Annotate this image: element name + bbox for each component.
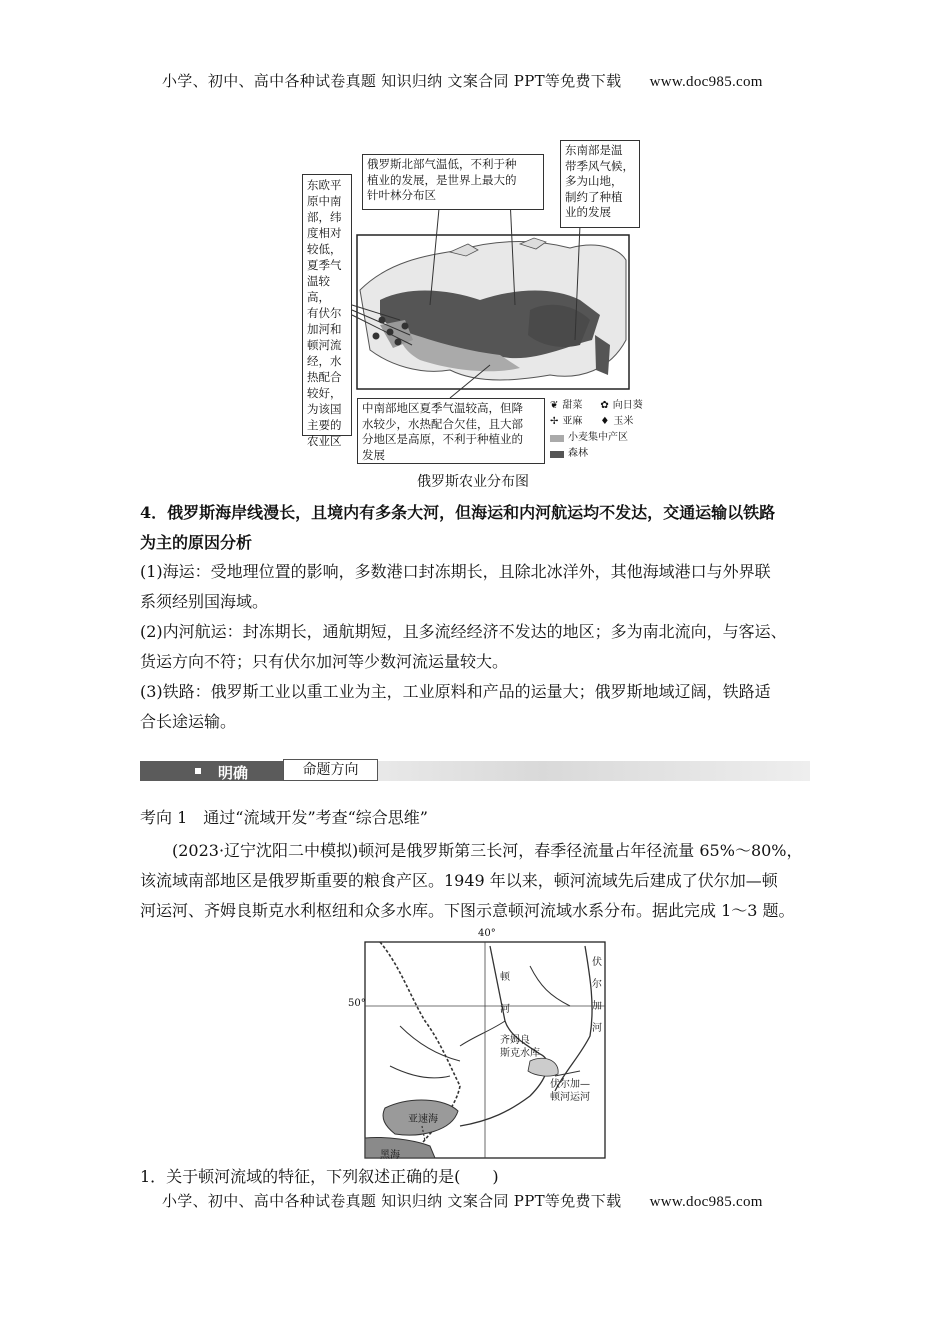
longitude-label: 40° (478, 928, 496, 939)
corn-icon: ♦ (600, 416, 610, 427)
callout-west-line: 温较高， (307, 274, 330, 304)
reservoir-label-line: 斯克水库 (500, 1048, 540, 1059)
intro-line: (2023·辽宁沈阳二中模拟)顿河是俄罗斯第三长河，春季径流量占年径流量 65%～80%， (172, 841, 803, 860)
section4-title-line: 为主的原因分析 (140, 533, 253, 552)
legend-flax: 亚麻 (562, 416, 583, 427)
footer-text: 小学、初中、高中各种试卷真题 知识归纳 文案合同 PPT等免费下载 (162, 1192, 622, 1210)
kaoxiang-title: 考向 1 通过“流域开发”考查“综合思维” (140, 808, 428, 827)
forest-swatch (550, 451, 564, 458)
section-banner (140, 758, 810, 784)
callout-west-line: 热配合 (307, 370, 342, 384)
callout-west-line: 加河和 (307, 322, 342, 336)
banner-dark-text: 明确 (218, 764, 249, 782)
section4-line: (1)海运：受地理位置的影响，多数港口封冻期长，且除北冰洋外，其他海域港口与外界联 (140, 562, 771, 581)
callout-southeast-line: 制约了种植 (565, 189, 623, 204)
square-bullet-icon (195, 768, 201, 774)
callout-west-line: 度相对 (307, 226, 342, 240)
section4-line: (3)铁路：俄罗斯工业以重工业为主，工业原料和产品的运量大；俄罗斯地域辽阔，铁路适 (140, 682, 771, 701)
callout-west-line: 较低， (307, 242, 342, 256)
volga-label-char: 河 (592, 1023, 602, 1034)
callout-west-line: 东欧平 (307, 178, 342, 192)
callout-south-line: 分地区是高原，不利于种植业的 (362, 432, 523, 446)
azov-sea-label: 亚速海 (408, 1114, 438, 1125)
canal-label (550, 1078, 590, 1104)
banner-box-label: 命题方向 (283, 759, 378, 781)
callout-southeast-line: 多为山地， (565, 174, 623, 188)
callout-west-line: 农业区 (307, 434, 342, 448)
volga-label-char: 尔 (592, 979, 602, 990)
canal-label-line: 伏尔加— (550, 1079, 590, 1090)
legend-sunflower: 向日葵 (612, 400, 643, 411)
legend-corn: 玉米 (613, 416, 634, 427)
banner-dark-label (140, 761, 283, 781)
question-1: 1．关于顿河流域的特征，下列叙述正确的是( ) (140, 1167, 499, 1186)
callout-southeast-line: 东南部是温 (565, 143, 623, 157)
callout-south-line: 水较少，水热配合欠佳，且大部 (362, 416, 523, 431)
footer-url: www.doc985.com (649, 1194, 763, 1210)
callout-north-line: 植业的发展，是世界上最大的 (367, 172, 517, 187)
callout-west-line: 较好， (307, 386, 342, 400)
map-legend (550, 398, 660, 462)
page-header (162, 70, 763, 91)
sunflower-icon: ✿ (600, 400, 609, 411)
don-label-char: 河 (500, 1004, 510, 1015)
callout-west-line: 顿河流 (307, 338, 342, 352)
callout-west-line: 有伏尔 (307, 306, 342, 320)
callout-south-line: 中南部地区夏季气温较高，但降 (362, 401, 523, 415)
legend-row (550, 414, 660, 430)
callout-north-line: 俄罗斯北部气温低，不利于种 (367, 157, 517, 171)
callout-south-line: 发展 (362, 447, 385, 462)
don-basin-figure (340, 926, 610, 1162)
page-footer (162, 1190, 763, 1211)
callout-west-line: 经，水 (307, 354, 342, 368)
section4-title (140, 498, 775, 558)
intro-line: 该流域南部地区是俄罗斯重要的粮食产区。1949 年以来，顿河流域先后建成了伏尔加—顿 (140, 871, 778, 890)
legend-sugar-beet: 甜菜 (562, 400, 583, 411)
legend-row (550, 446, 660, 462)
sugar-beet-icon: ❦ (550, 400, 559, 411)
callout-north (362, 154, 544, 210)
legend-forest: 森林 (568, 448, 588, 459)
callout-west-line: 为该国 (307, 402, 342, 416)
callout-west (302, 174, 352, 448)
legend-row (550, 398, 660, 414)
callout-south (357, 398, 545, 464)
callout-west-line: 主要的 (307, 418, 342, 432)
volga-label-char: 伏 (592, 957, 602, 968)
reservoir-label-line: 齐姆良 (500, 1035, 530, 1046)
callout-north-line: 针叶林分布区 (367, 188, 436, 202)
volga-label-char: 加 (592, 1001, 602, 1012)
don-basin-map (340, 926, 610, 1162)
don-river-label (500, 962, 510, 1026)
header-text: 小学、初中、高中各种试卷真题 知识归纳 文案合同 PPT等免费下载 (162, 72, 622, 90)
section4-line: (2)内河航运：封冻期长，通航期短，且多流经经济不发达的地区；多为南北流向，与客运、 (140, 622, 787, 641)
callout-southeast (560, 140, 640, 228)
section4-title-line: 4．俄罗斯海岸线漫长，且境内有多条大河，但海运和内河航运均不发达，交通运输以铁路 (140, 503, 776, 522)
header-url: www.doc985.com (649, 74, 763, 90)
black-sea-label: 黑海 (380, 1150, 400, 1161)
callout-west-line: 部，纬 (307, 210, 342, 224)
callout-southeast-line: 带季风气候， (565, 158, 634, 173)
legend-row (550, 430, 660, 446)
wheat-swatch (550, 435, 564, 442)
section4-line: 货运方向不符；只有伏尔加河等少数河流运量较大。 (140, 652, 509, 671)
section4-line: 系须经别国海域。 (140, 592, 269, 611)
legend-wheat: 小麦集中产区 (568, 432, 628, 443)
volga-river-label (592, 952, 602, 1040)
canal-label-line: 顿河运河 (550, 1092, 590, 1103)
figure1-caption: 俄罗斯农业分布图 (417, 474, 529, 490)
section4-body (140, 557, 787, 737)
section4-line: 合长途运输。 (140, 712, 237, 731)
callout-west-line: 原中南 (307, 194, 342, 208)
kaoxiang-intro (140, 836, 803, 926)
russia-agriculture-figure (300, 140, 660, 470)
don-label-char: 顿 (500, 972, 510, 983)
callout-west-line: 夏季气 (307, 258, 342, 272)
latitude-label: 50° (348, 998, 366, 1009)
flax-icon: ✢ (550, 416, 559, 427)
reservoir-label (500, 1034, 540, 1060)
callout-southeast-line: 业的发展 (565, 205, 611, 219)
intro-line: 河运河、齐姆良斯克水利枢纽和众多水库。下图示意顿河流域水系分布。据此完成 1～3 题。 (140, 901, 795, 920)
